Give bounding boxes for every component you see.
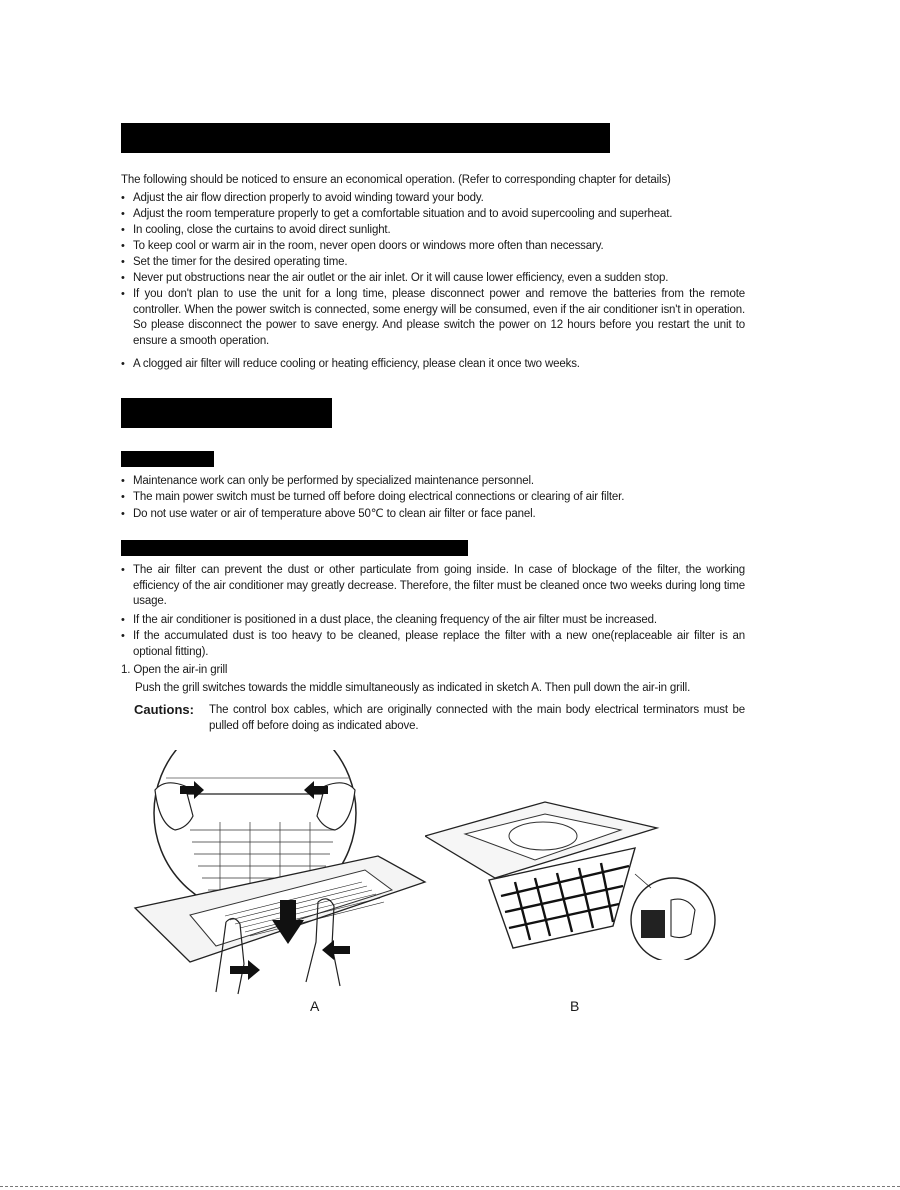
maintenance-section-header <box>121 398 332 428</box>
economy-bullet: • A clogged air filter will reduce cooling or heating efficiency, please clean it once two weeks. <box>133 357 580 373</box>
sketch-a-illustration <box>130 750 430 1000</box>
economy-bullet: • To keep cool or warm air in the room, never open doors or windows more often than necessary. <box>133 239 604 255</box>
step1-text: Push the grill switches towards the middle simultaneously as indicated in sketch A. Then pull down the air-in grill. <box>135 682 691 694</box>
warning-bullet: • Do not use water or air of temperature above 50℃ to clean air filter or face panel. <box>133 507 536 523</box>
filter-subheader <box>121 540 468 556</box>
step1-title: 1. Open the air-in grill <box>121 664 228 676</box>
sketch-b-label: B <box>570 998 580 1014</box>
economy-bullet: • Never put obstructions near the air outlet or the air inlet. Or it will cause lower efficiency, even a sudden stop. <box>133 271 668 287</box>
economy-bullet: • Set the timer for the desired operating time. <box>133 255 347 271</box>
economy-intro: The following should be noticed to ensure an economical operation. (Refer to corresponding chapter for details) <box>121 174 671 186</box>
warning-subheader <box>121 451 214 467</box>
economy-section-header <box>121 123 610 153</box>
economy-bullet: • In cooling, close the curtains to avoid direct sunlight. <box>133 223 391 239</box>
filter-bullet: • If the accumulated dust is too heavy to be cleaned, please replace the filter with a new one(replaceable air filter is an optional fitting). <box>133 629 745 660</box>
filter-bullet: • The air filter can prevent the dust or other particulate from going inside. In case of blockage of the filter, the working efficiency of the air conditioner may greatly decrease. Therefore, the filter must be cleaned once two weeks during long time usage. <box>133 563 745 610</box>
economy-bullet: • Adjust the air flow direction properly to avoid winding toward your body. <box>133 191 484 207</box>
sketch-a-label: A <box>310 998 320 1014</box>
economy-bullet: • If you don't plan to use the unit for a long time, please disconnect power and remove the batteries from the remote controller. When the power switch is connected, some energy will be consumed, even if the air conditioner isn't in operation. So please disconnect the power to save energy. And please switch the power on 12 hours before you restart the unit to ensure a smooth operation. <box>133 287 745 349</box>
filter-bullet: • If the air conditioner is positioned in a dust place, the cleaning frequency of the air filter must be increased. <box>133 613 657 629</box>
cautions-label: Cautions: <box>134 702 194 717</box>
warning-bullet: • The main power switch must be turned off before doing electrical connections or clearing of air filter. <box>133 490 624 506</box>
sketch-b-illustration <box>425 800 725 960</box>
economy-bullet: • Adjust the room temperature properly to get a comfortable situation and to avoid supercooling and superheat. <box>133 207 672 223</box>
page-bottom-rule <box>0 1186 900 1187</box>
warning-bullet: • Maintenance work can only be performed by specialized maintenance personnel. <box>133 474 534 490</box>
cautions-text: The control box cables, which are originally connected with the main body electrical terminators must be pulled off before doing as indicated above. <box>209 704 745 732</box>
